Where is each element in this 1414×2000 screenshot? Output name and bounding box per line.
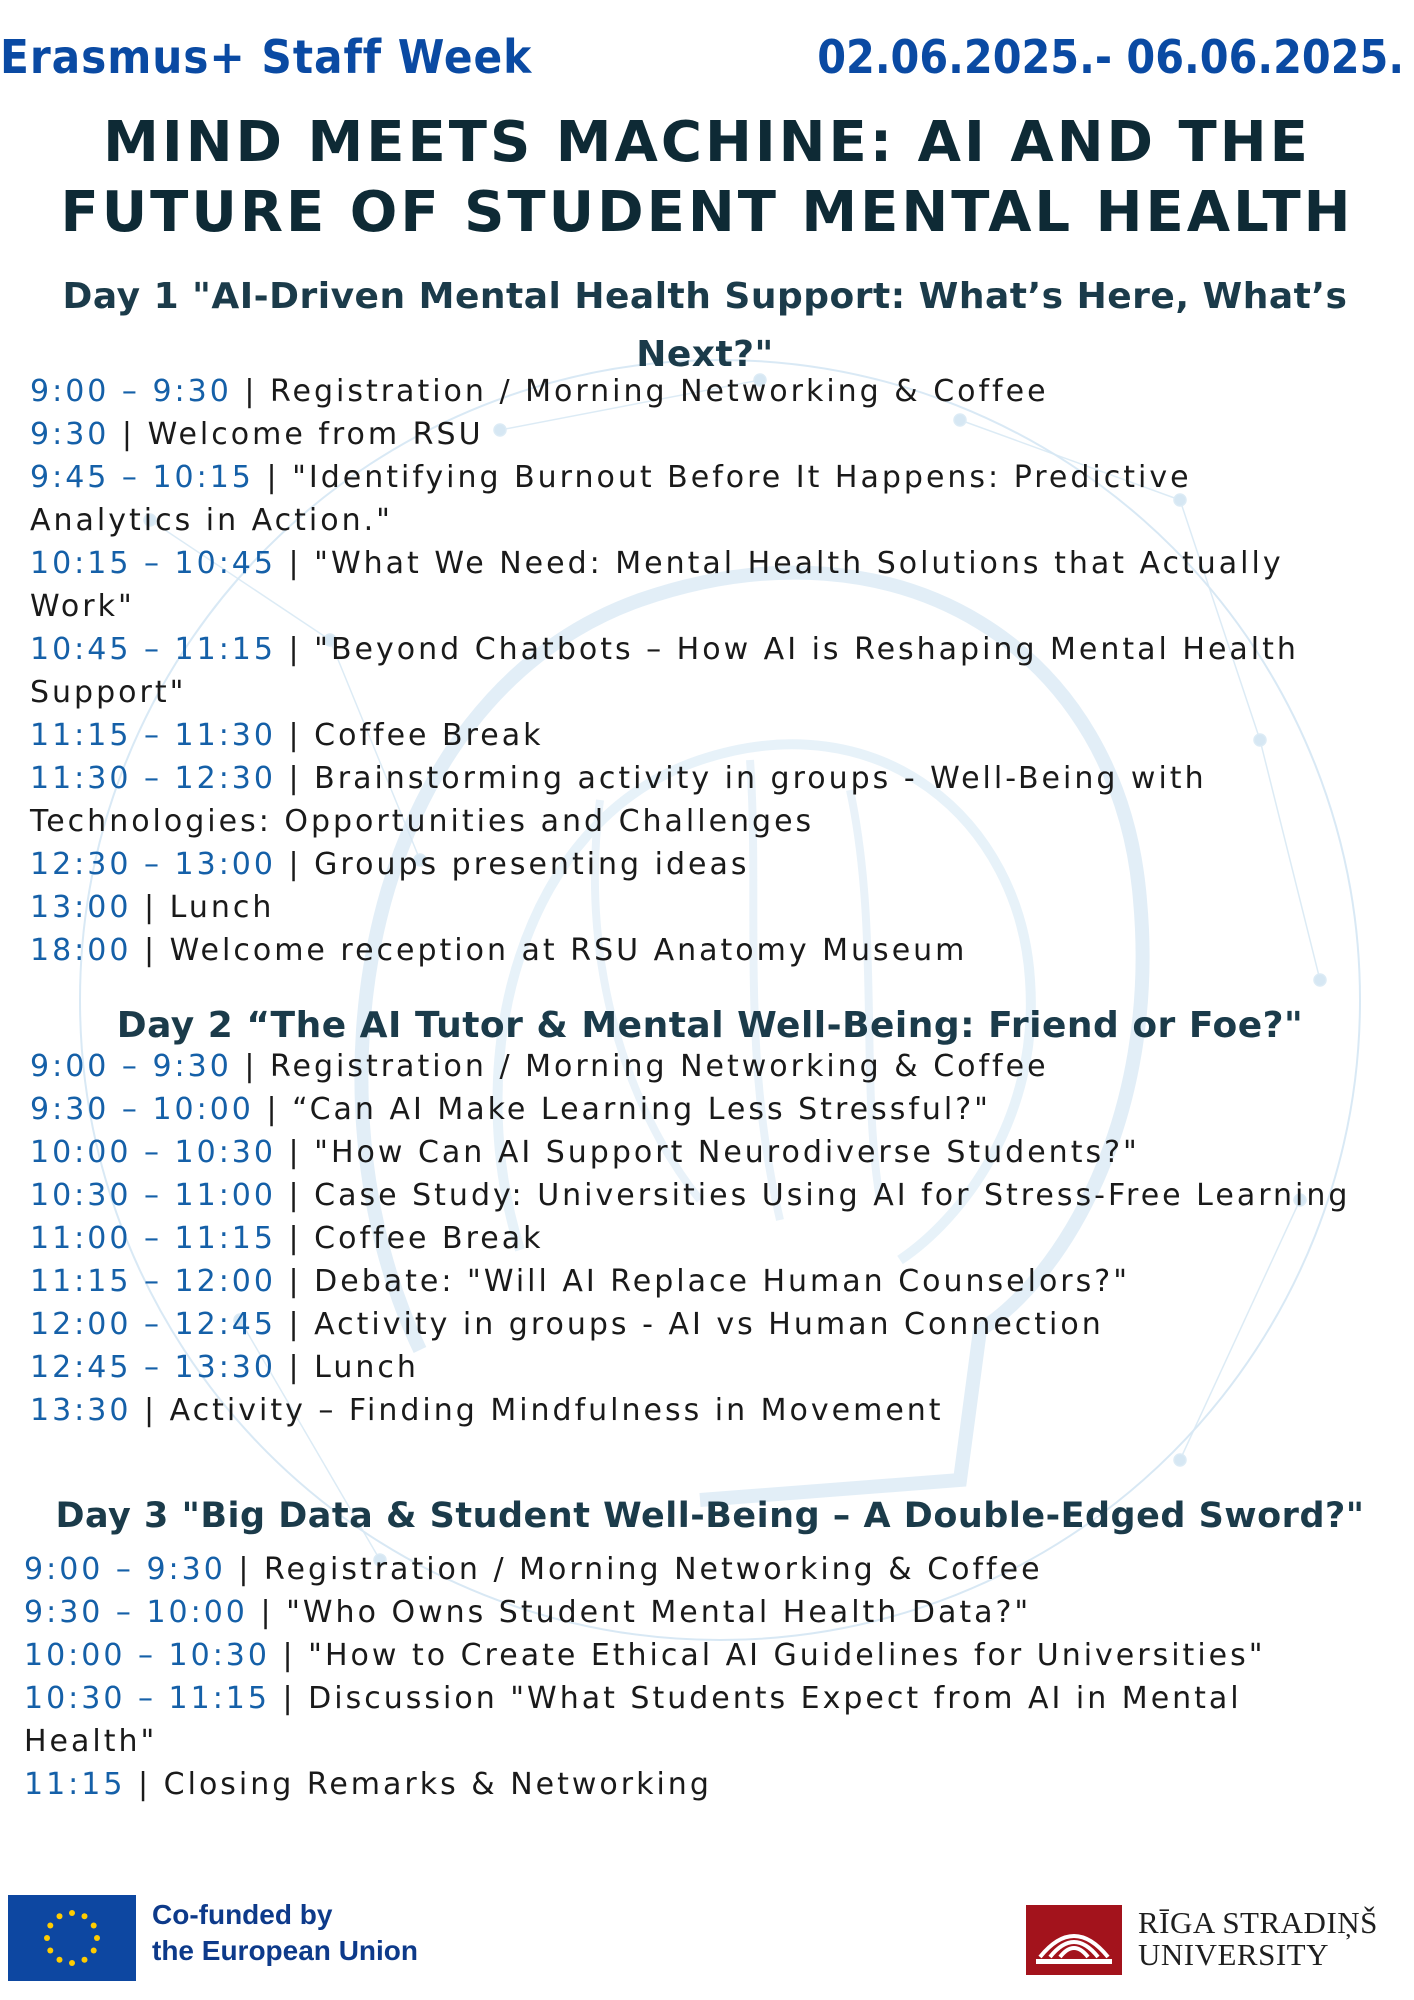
- day-1-heading: Day 1 "AI-Driven Mental Health Support: What’s Here, What’s Next?": [62, 276, 1348, 375]
- agenda-item: 10:30 – 11:00 | Case Study: Universities Using AI for Stress-Free Learning: [30, 1178, 1351, 1213]
- agenda-item: 9:00 – 9:30 | Registration / Morning Networking & Coffee: [30, 1049, 1049, 1084]
- day-1-agenda: [30, 370, 1350, 972]
- agenda-item: 12:30 – 13:00 | Groups presenting ideas: [30, 847, 750, 882]
- event-dates: 02.06.2025.- 06.06.2025.: [817, 30, 1404, 84]
- agenda-item: 11:15 | Closing Remarks & Networking: [24, 1767, 712, 1802]
- day-3-heading: Day 3 "Big Data & Student Well-Being – A Double-Edged Sword?": [55, 1496, 1365, 1536]
- eu-cofunded-label: Co-funded by the European Union: [152, 1899, 418, 1966]
- agenda-item: 13:30 | Activity – Finding Mindfulness in Movement: [30, 1393, 944, 1428]
- agenda-item: 11:15 – 11:30 | Coffee Break: [30, 718, 544, 753]
- title-line-1: MIND MEETS MACHINE: AI AND THE: [103, 110, 1311, 175]
- agenda-item: 10:00 – 10:30 | "How Can AI Support Neurodiverse Students?": [30, 1135, 1140, 1170]
- agenda-item: 11:00 – 11:15 | Coffee Break: [30, 1221, 544, 1256]
- agenda-item: 9:00 – 9:30 | Registration / Morning Networking & Coffee: [24, 1552, 1043, 1587]
- eu-stars-icon: [8, 1895, 136, 1981]
- footer: [0, 1895, 1414, 1990]
- agenda-item: 9:30 – 10:00 | "Who Owns Student Mental Health Data?": [24, 1595, 1032, 1630]
- agenda-item: 9:45 – 10:15 | "Identifying Burnout Before It Happens: Predictive Analytics in Action.": [30, 460, 1192, 538]
- agenda-item: 12:00 – 12:45 | Activity in groups - AI vs Human Connection: [30, 1307, 1104, 1342]
- page-title: [0, 108, 1414, 248]
- event-name: Erasmus+ Staff Week: [0, 30, 533, 84]
- agenda-item: 11:30 – 12:30 | Brainstorming activity in groups - Well-Being with Technologies: Opportunities and Challenges: [30, 761, 1207, 839]
- agenda-item: 10:00 – 10:30 | "How to Create Ethical AI Guidelines for Universities": [24, 1638, 1266, 1673]
- agenda-item: 10:30 – 11:15 | Discussion "What Students Expect from AI in Mental Health": [24, 1681, 1242, 1759]
- rsu-logo-icon: [1026, 1905, 1122, 1975]
- day-3-agenda: [24, 1548, 1354, 1806]
- agenda-item: 12:45 – 13:30 | Lunch: [30, 1350, 419, 1385]
- day-2-agenda: [30, 1045, 1370, 1432]
- agenda-item: 9:30 – 10:00 | “Can AI Make Learning Less Stressful?": [30, 1092, 991, 1127]
- agenda-item: 10:45 – 11:15 | "Beyond Chatbots – How AI is Reshaping Mental Health Support": [30, 632, 1299, 710]
- agenda-item: 18:00 | Welcome reception at RSU Anatomy Museum: [30, 933, 968, 968]
- eu-flag-icon: [8, 1895, 136, 1981]
- agenda-item: 9:30 | Welcome from RSU: [30, 417, 484, 452]
- title-line-2: FUTURE OF STUDENT MENTAL HEALTH: [60, 180, 1354, 245]
- agenda-item: 10:15 – 10:45 | "What We Need: Mental Health Solutions that Actually Work": [30, 546, 1284, 624]
- agenda-item: 13:00 | Lunch: [30, 890, 275, 925]
- university-name: RĪGA STRADIŅŠ UNIVERSITY: [1138, 1905, 1378, 1972]
- day-2-heading: Day 2 “The AI Tutor & Mental Well-Being: Friend or Foe?": [116, 1005, 1304, 1046]
- agenda-item: 9:00 – 9:30 | Registration / Morning Networking & Coffee: [30, 374, 1049, 409]
- agenda-item: 11:15 – 12:00 | Debate: "Will AI Replace Human Counselors?": [30, 1264, 1130, 1299]
- header: [0, 30, 1414, 90]
